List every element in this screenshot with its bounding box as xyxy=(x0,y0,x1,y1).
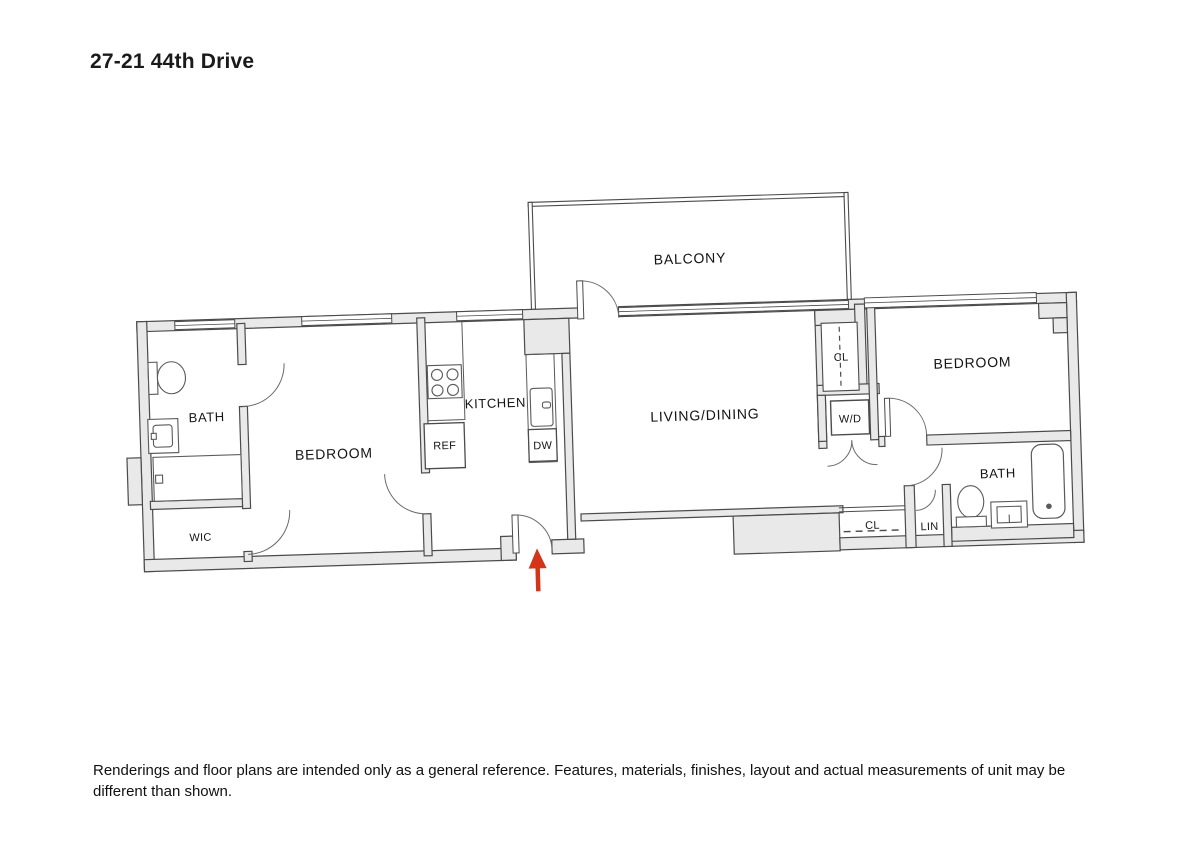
entry-arrow-icon xyxy=(528,548,547,592)
windows xyxy=(175,293,1037,330)
label-ref: REF xyxy=(433,439,457,453)
bathtub-2-icon xyxy=(1031,444,1065,519)
closet-bottom-front xyxy=(839,506,905,512)
bathtub-icon xyxy=(153,455,242,502)
label-dw: DW xyxy=(533,439,553,453)
toilet-icon xyxy=(148,361,186,394)
room-label-wic: WIC xyxy=(189,531,212,545)
walls xyxy=(123,292,1084,573)
window-mullions xyxy=(175,298,1037,326)
disclaimer-text: Renderings and floor plans are intended only as a general reference. Features, materials, finishes, layout and actual measurements of unit may be different than shown. xyxy=(93,762,1066,800)
toilet-2-icon xyxy=(955,485,986,527)
page-title: 27-21 44th Drive xyxy=(90,50,255,73)
room-label-bath-left: BATH xyxy=(188,409,225,426)
floor-plan xyxy=(119,185,1085,604)
sink-icon xyxy=(148,419,179,454)
room-label-bedroom-right: BEDROOM xyxy=(933,353,1012,372)
label-washer-dryer: W/D xyxy=(838,413,862,426)
room-label-balcony: BALCONY xyxy=(653,249,727,268)
room-label-living-dining: LIVING/DINING xyxy=(650,405,760,425)
stove-icon xyxy=(427,365,462,399)
room-label-kitchen: KITCHEN xyxy=(464,394,527,412)
label-closet-hall: CL xyxy=(833,351,849,364)
room-label-bath-right: BATH xyxy=(979,465,1017,482)
sink-2-icon xyxy=(991,501,1028,528)
label-linen: LIN xyxy=(920,520,939,534)
label-closet-bottom: CL xyxy=(864,519,880,533)
room-label-bedroom-left: BEDROOM xyxy=(294,444,374,463)
kitchen-sink-icon xyxy=(530,388,553,427)
